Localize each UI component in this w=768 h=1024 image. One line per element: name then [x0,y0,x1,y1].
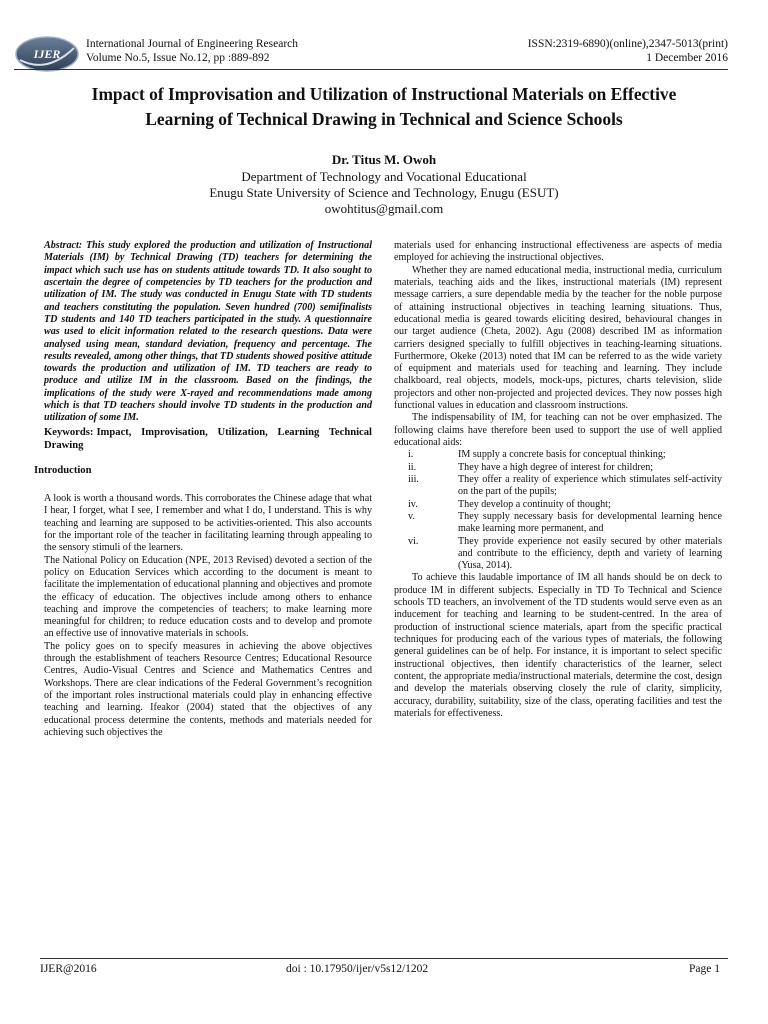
title-line-1: Impact of Improvisation and Utilization of Instructional Materials on Effective [91,84,677,104]
paper-title [30,82,738,132]
right-column [394,240,722,720]
header-divider [14,69,728,70]
keywords-list: Impact, Improvisation, Utilization, Learning Technical Drawing [44,426,372,451]
journal-volume: Volume No.5, Issue No.12, pp :889-892 [86,52,270,64]
issn-info [528,37,728,65]
list-item [394,511,722,536]
title-line-2: Learning of Technical Drawing in Technical and Science Schools [145,109,623,129]
list-item [394,474,722,499]
list-item-number: vi. [408,535,419,547]
author-department: Department of Technology and Vocational Educational [241,169,527,184]
author-name: Dr. Titus M. Owoh [331,152,437,167]
left-column [34,240,372,739]
intro-paragraph-1: A look is worth a thousand words. This corroborates the Chinese adage that what I hear, I forget, what I see, I remember and what I do, I understand. This is why teaching and learning are supposed to be activities-oriented. This also accounts for the important role of the teacher in facilitating learning through appealing to the sensory stimuli of the learners. [44,493,372,554]
list-item [394,536,722,573]
author-email[interactable]: owohtitus@gmail.com [324,201,444,216]
intro-paragraph-3: The policy goes on to specify measures in achieving the above objectives through the establishment of teachers Resource Centres; Educational Resource Centres, Audio-Visual Centres and Science and Mathematics Centres and Workshops. There are clear indications of the Federal Government’s recognition of the important roles instructional materials could play in enhancing effective teaching and learning. Ifeakor (2004) stated that the objectives of any educational process determine the contents, methods and materials needed for achieving such objectives the [44,640,372,738]
claims-list [394,449,722,572]
page-number: Page 1 [689,963,720,975]
issn: ISSN:2319-6890)(online),2347-5013(print) [527,38,728,50]
keywords [44,426,372,452]
list-item-text: They offer a reality of experience which stimulates self-activity on the part of the pupils; [458,473,722,498]
list-item-number: i. [408,449,414,461]
journal-name: International Journal of Engineering Research [86,38,299,50]
author-university: Enugu State University of Science and Technology, Enugu (ESUT) [209,185,559,200]
ijer-logo-icon [14,34,80,74]
list-item-number: iv. [408,498,418,510]
page-footer [40,963,720,977]
keywords-label: Keywords: [44,426,94,438]
issue-date: 1 December 2016 [646,52,728,64]
body-paragraph-2: Whether they are named educational media, instructional media, curriculum materials, teaching aids and the likes, instructional materials (IM) represent message carriers, a sure dependable media by the teacher for the noble purpose of attaining instructional objectives in teaching learning situations. Thus, educational media is geared towards eliciting desired, behavioural changes in our target audience (Cheta, 2002). Agu (2008) described IM as information carriers designed specially to fulfill objectives in teaching-learning situations. Furthermore, Okeke (2013) noted that IM can be referred to as the wide variety of equipment and materials used for teaching and learning. They include chalkboard, real objects, models, mock-ups, pictures, charts television, slide projectors and other non-projected and projected devices. They now posses high functional values in education and classroom instructions. [394,264,722,412]
list-item-text: They develop a continuity of thought; [458,498,611,510]
body-paragraph-3: The indispensability of IM, for teaching can not be over emphasized. The following claims have therefore been used to support the use of well applied educational aids: [394,412,722,448]
list-item-text: They supply necessary basis for developmental learning hence make learning more permanent, and [458,510,722,535]
list-item [394,462,722,474]
abstract: Abstract: This study explored the production and utilization of Instructional Materials (IM) by Technical Drawing (TD) teachers for determining the impact which such use has on students attitude towards TD. It also sought to ascertain the degree of competencies by TD teachers for the production and utilization of IM. The study was conducted in Enugu State with TD students and teachers constituting the population. Seven hundred (700) semifinalists TD students and 140 TD teachers participated in the study. A questionnaire was used to elicit information related to the research questions. Data were analysed using mean, standard deviation, frequency and percentage. The results revealed, among other things, that TD students showed positive attitude towards the production and utilization of IM. TD teachers are ready to produce and utilize IM in the classroom. Based on the findings, the implications of the study were X-rayed and recommendations made among which is that TD teachers should involve TD students in the production and utilization of some IM. [44,240,372,424]
list-item [394,499,722,511]
author-block [30,152,738,217]
list-item [394,449,722,461]
introduction-heading: Introduction [34,464,92,476]
footer-doi[interactable]: doi : 10.17950/ijer/v5s12/1202 [286,963,429,975]
body-paragraph-4: To achieve this laudable importance of IM all hands should be on deck to produce IM in different subjects. Especially in TD To Technical and Science schools TD teachers, an involvement of the TD students would serve even as an inducement for teaching and learning to be student-centred. In the area of production of instructional science materials, apart from the specific practical techniques for producing each of the various types of materials, the following general guidelines can be of help. For instance, it is important to select specific instructional objectives, then identify characteristics of the learner, select content, the appropriate media/instructional materials, determine the cost, design and develop the materials observing closely the rule of clarity, simplicity, accuracy, durability, suitability, size of the class, operating facilities and test the materials for effectiveness. [394,572,722,719]
footer-divider [40,958,728,959]
intro-paragraph-2: The National Policy on Education (NPE, 2013 Revised) devoted a section of the policy on Education Services which according to the document is meant to facilitate the implementation of educational planning and objectives and promote the efficacy of education. The objectives include among others to enhance teaching and improve the competencies of teachers; to make learning more meaningful for children; to reduce education costs and to develop and promote an effective use of innovative materials in schools. [44,554,372,640]
body-paragraph-1: materials used for enhancing instructional effectiveness are aspects of media employed for achieving the instructional objectives. [394,240,722,264]
footer-copyright: IJER@2016 [40,963,97,975]
svg-text:IJER: IJER [33,47,61,61]
list-item-number: ii. [408,461,417,473]
list-item-text: They have a high degree of interest for children; [458,461,654,473]
list-item-text: They provide experience not easily secured by other materials and contribute to the efficiency, depth and variety of learning (Yusa, 2014). [458,535,722,572]
journal-info [86,37,298,65]
list-item-number: v. [408,510,415,522]
list-item-number: iii. [408,473,419,485]
page-header [14,34,728,74]
list-item-text: IM supply a concrete basis for conceptual thinking; [458,449,666,461]
